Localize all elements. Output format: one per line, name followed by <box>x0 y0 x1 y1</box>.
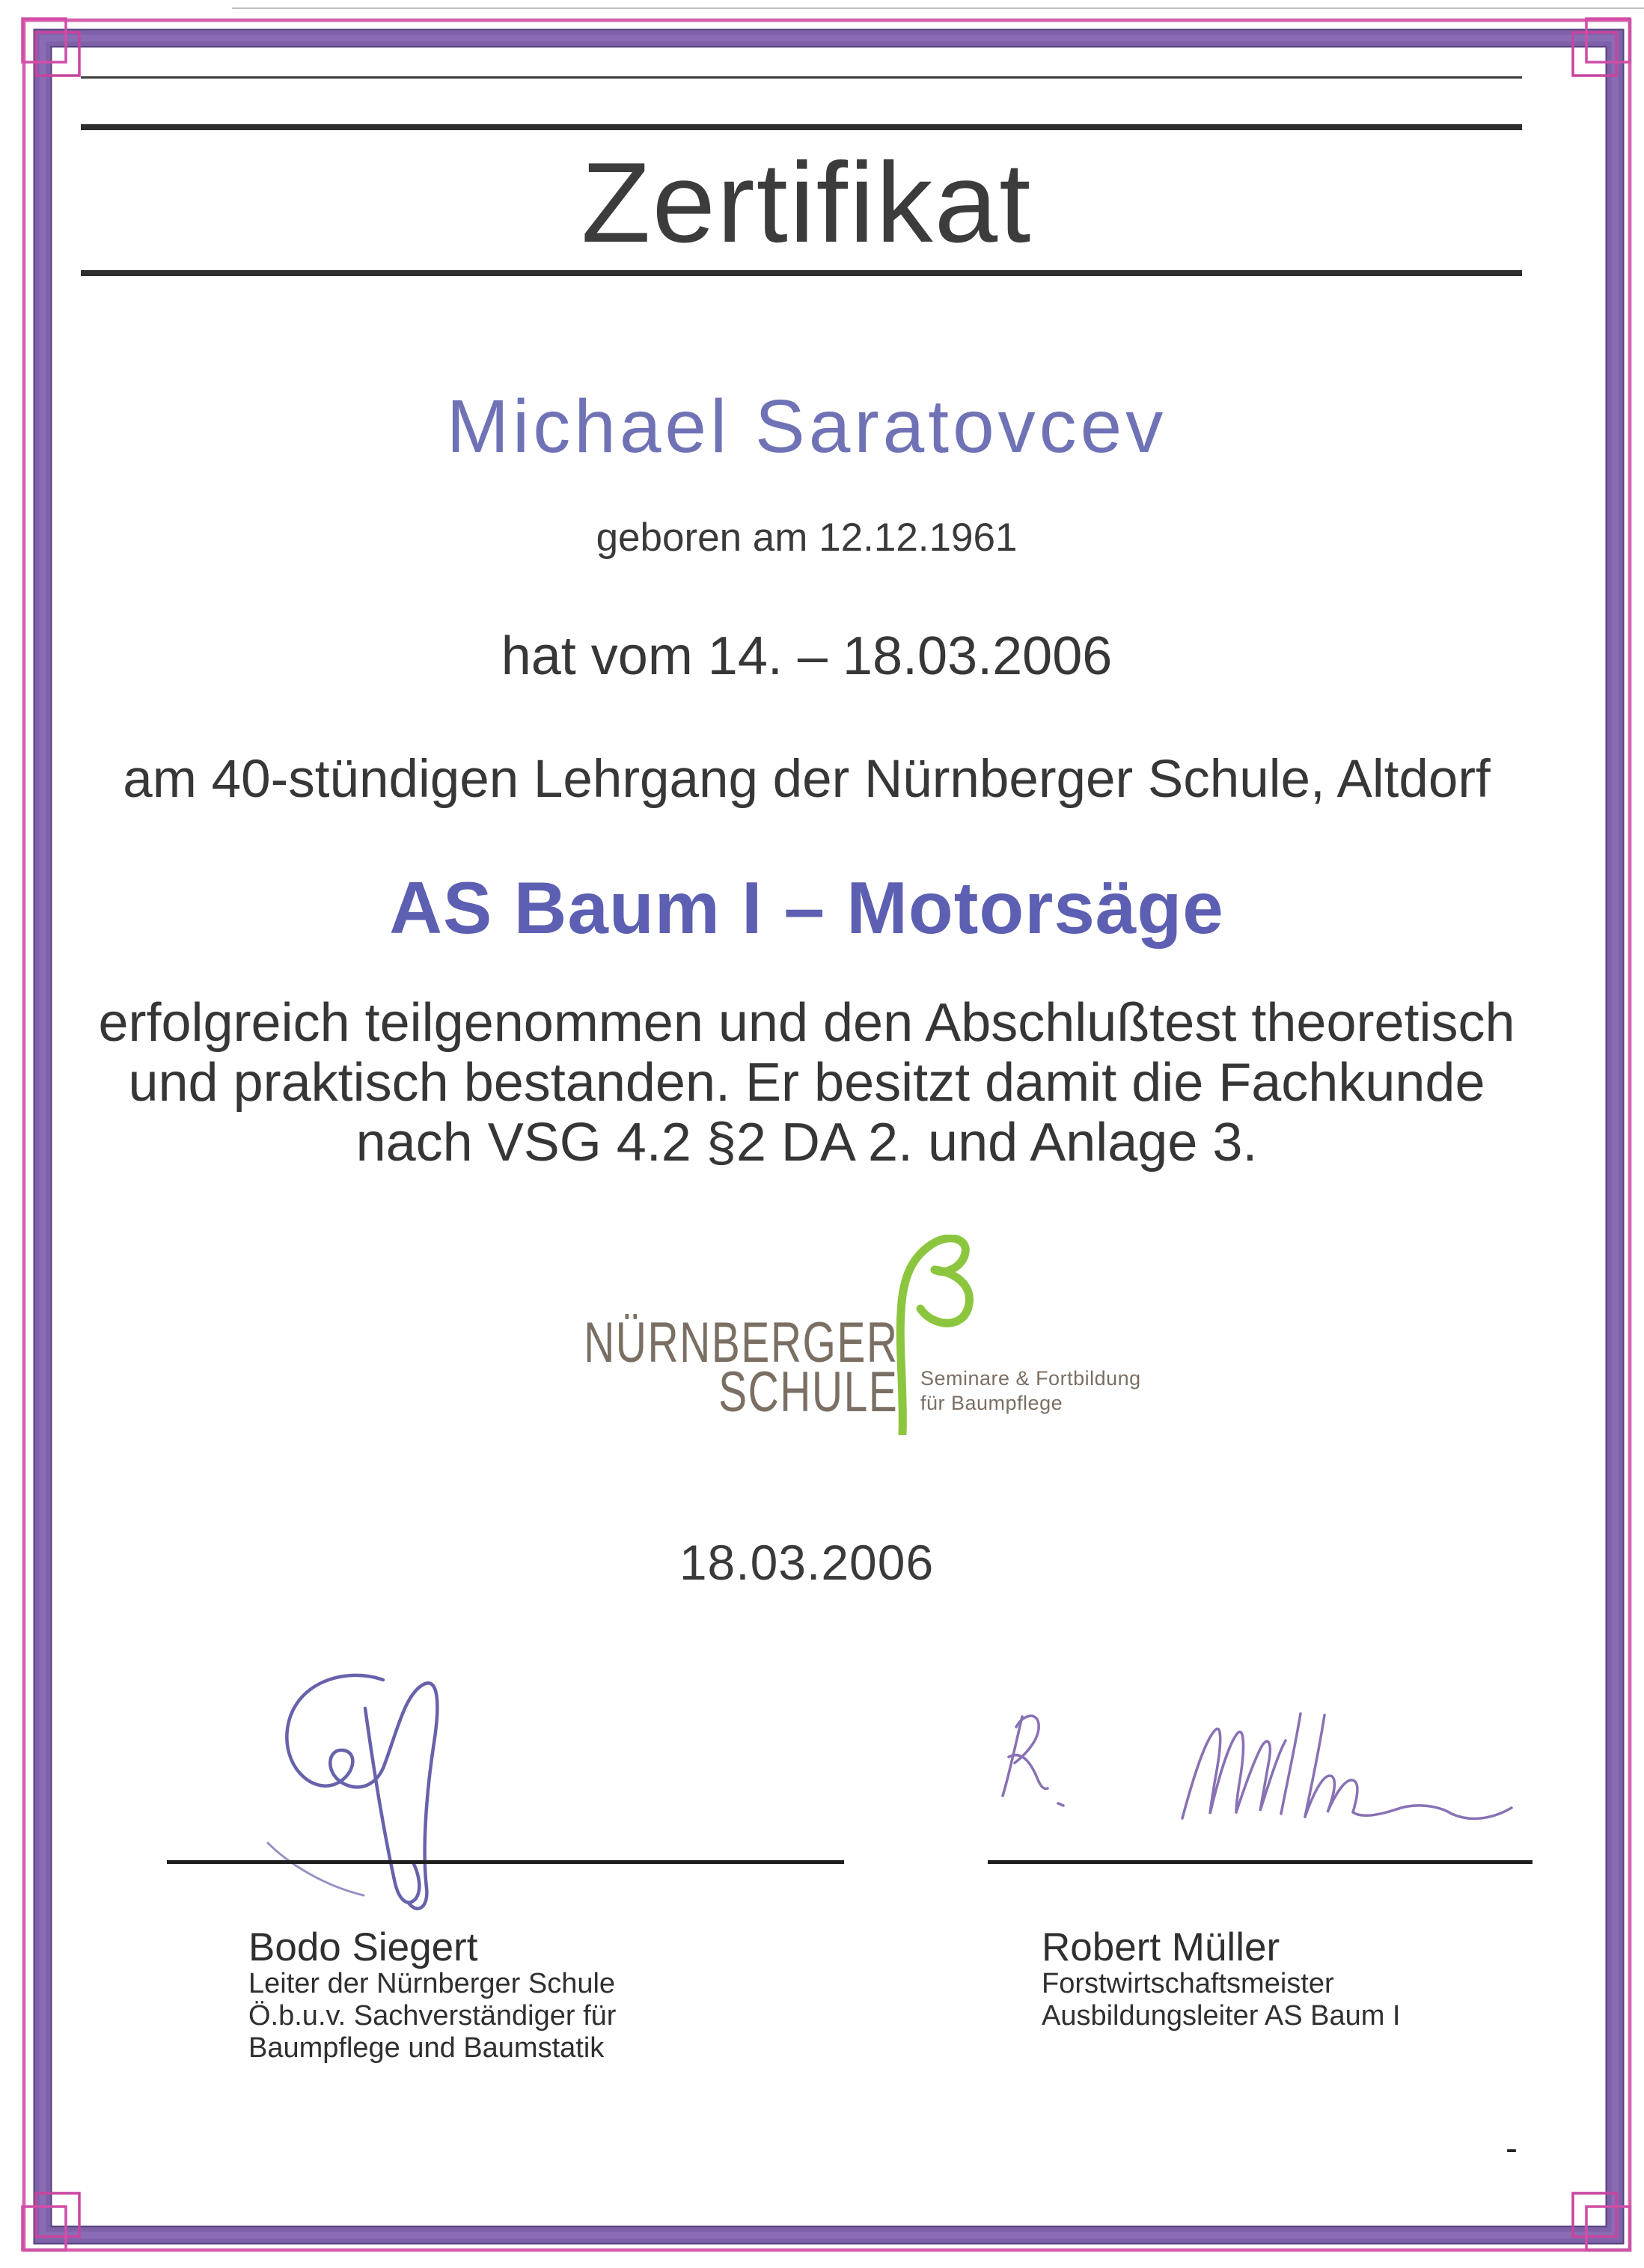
signatory-left-role-3: Baumpflege und Baumstatik <box>248 2032 605 2064</box>
page-dash: - <box>1506 2129 1518 2168</box>
signatory-right-role-2: Ausbildungsleiter AS Baum I <box>1042 2000 1401 2032</box>
signature-line-right <box>988 1860 1533 1864</box>
result-line-1: erfolgreich teilgenommen und den Abschlußtest theoretisch <box>98 993 1515 1053</box>
signature-ink-bodo-siegert <box>254 1665 501 1927</box>
signatory-right-name: Robert Müller <box>1042 1925 1280 1969</box>
logo-tagline-line-1: Seminare & Fortbildung <box>920 1367 1141 1390</box>
result-line-3: nach VSG 4.2 §2 DA 2. und Anlage 3. <box>355 1113 1258 1173</box>
logo-tagline-line-2: für Baumpflege <box>920 1392 1063 1414</box>
signature-line-left <box>167 1860 844 1864</box>
course-program-line: am 40-stündigen Lehrgang der Nürnberger Schule, Altdorf <box>123 750 1491 809</box>
logo-name-line-2: SCHULE <box>718 1360 898 1424</box>
header-rule-upper <box>81 124 1522 130</box>
signatory-right-role-1: Forstwirtschaftsmeister <box>1042 1968 1334 1999</box>
signatory-left-role-2: Ö.b.u.v. Sachverständiger für <box>248 2000 617 2032</box>
signature-ink-robert-mueller <box>986 1708 1525 1846</box>
issue-date: 18.03.2006 <box>679 1535 935 1590</box>
recipient-name: Michael Saratovcev <box>446 385 1167 468</box>
signatory-left-name: Bodo Siegert <box>248 1925 478 1969</box>
result-line-2: und praktisch bestanden. Er besitzt damit die Fachkunde <box>128 1053 1485 1113</box>
recipient-birth-line: geboren am 12.12.1961 <box>596 516 1018 560</box>
signatory-left-role-1: Leiter der Nürnberger Schule <box>248 1968 616 1999</box>
header-rule-thin <box>81 76 1522 79</box>
course-title: AS Baum I – Motorsäge <box>389 866 1224 949</box>
header-rule-lower <box>81 270 1522 276</box>
logo-name-line-1: NÜRNBERGER <box>583 1311 898 1375</box>
page-title: Zertifikat <box>581 139 1033 266</box>
course-period-line: hat vom 14. – 18.03.2006 <box>501 626 1113 686</box>
